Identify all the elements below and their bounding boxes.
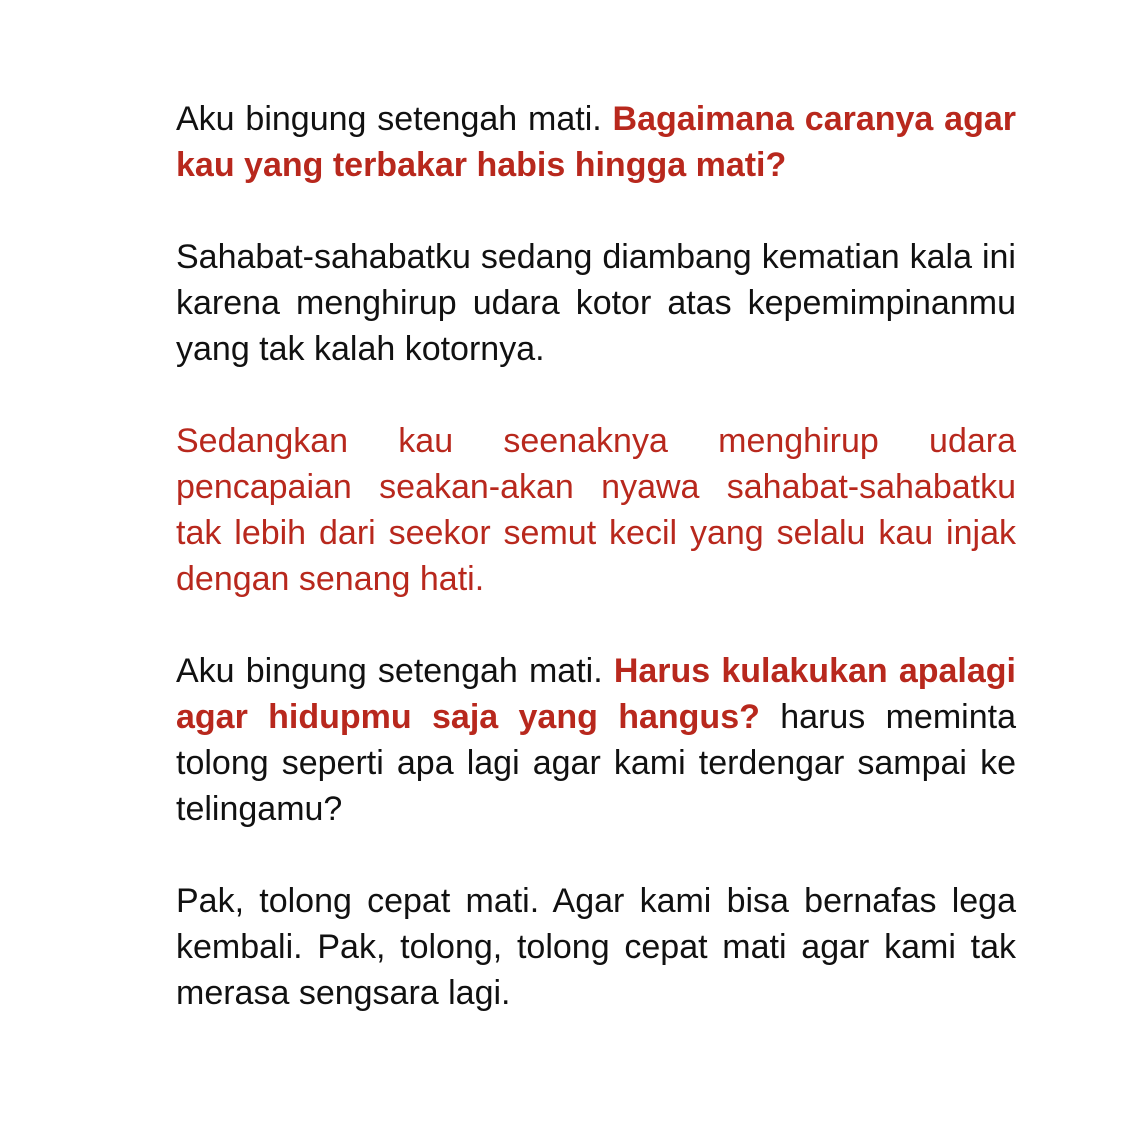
paragraph-3-text: Sedangkan kau seenaknya menghirup udara pencapaian seakan-akan nyawa sahabat-sahabatku tak lebih dari seekor semut kecil yang selalu kau injak dengan senang hati. <box>176 422 1016 598</box>
paragraph-5-text: Pak, tolong cepat mati. Agar kami bisa bernafas lega kembali. Pak, tolong, tolong cepat mati agar kami tak merasa sengsara lagi. <box>176 882 1016 1012</box>
paragraph-4-normal: Aku bingung setengah mati. <box>176 652 614 690</box>
paragraph-4-continuation: harus meminta tolong seperti apa lagi agar kami terdengar sampai ke telingamu? <box>176 698 1016 828</box>
paragraph-1 <box>176 96 1016 188</box>
paragraph-2-text: Sahabat-sahabatku sedang diambang kematian kala ini karena menghirup udara kotor atas kepemimpinanmu yang tak kalah kotornya. <box>176 238 1016 368</box>
poem-text-block <box>176 96 1016 1062</box>
paragraph-1-highlight: Bagaimana caranya agar kau yang terbakar habis hingga mati? <box>176 100 1016 184</box>
paragraph-2 <box>176 234 1016 372</box>
paragraph-3 <box>176 418 1016 602</box>
paragraph-5 <box>176 878 1016 1016</box>
paragraph-1-normal: Aku bingung setengah mati. <box>176 100 613 138</box>
paragraph-4 <box>176 648 1016 832</box>
paragraph-4-highlight: Harus kulakukan apalagi agar hidupmu saja yang hangus? <box>176 652 1016 736</box>
